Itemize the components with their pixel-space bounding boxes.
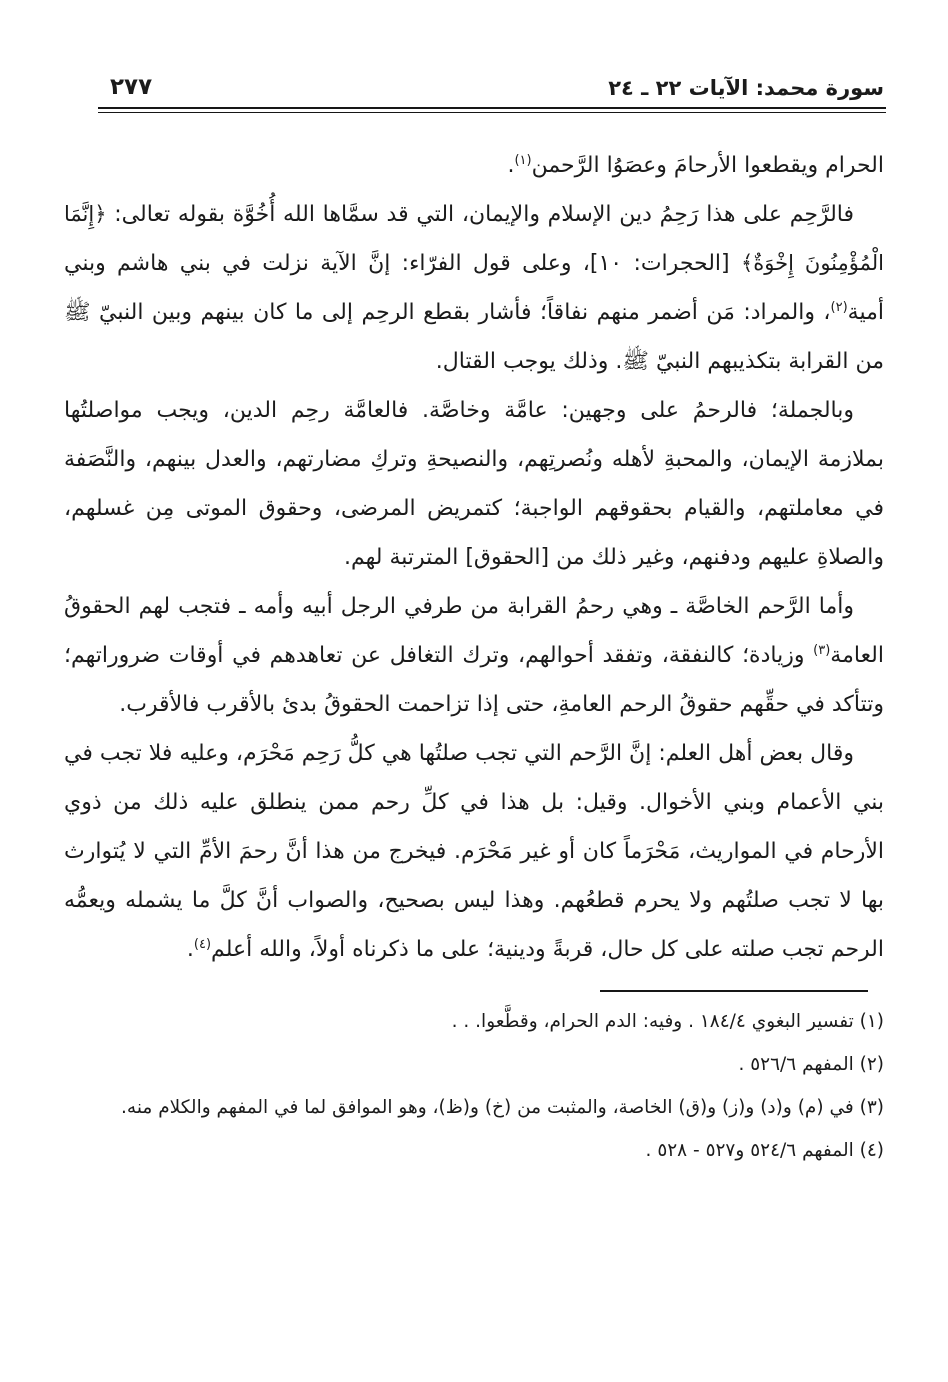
page-title: سورة محمد: الآيات ٢٢ ـ ٢٤: [608, 76, 884, 100]
footnote-ref: (١): [514, 153, 532, 168]
footnote-ref: (٢): [830, 300, 848, 315]
footnotes-list: [64, 1000, 884, 1172]
footnote-ref: (٤): [193, 937, 212, 952]
footnote-marker: (١): [859, 1011, 884, 1032]
footnotes-separator: [600, 990, 868, 992]
footnote-marker: (٢): [859, 1054, 884, 1075]
footnote-item: (٢) المفهم ٥٢٦/٦ .: [738, 1054, 884, 1075]
footnote-item: (١) تفسير البغوي ١٨٤/٤ . وفيه: الدم الحرام، وقطَّعوا. . .: [451, 1011, 884, 1032]
body-text: [64, 141, 884, 974]
footnote-marker: (٣): [859, 1097, 884, 1118]
footnote-item: (٤) المفهم ٥٢٤/٦ و٥٢٧ - ٥٢٨ .: [645, 1140, 884, 1161]
footnote-ref: (٣): [813, 643, 831, 658]
body-paragraph: وأما الرَّحم الخاصَّة ـ وهي رحمُ القرابة من طرفي الرجل أبيه وأمه ـ فتجب لهم الحقوقُ العامة$^{(٣)}$ وزيادة؛ كالنفقة، وتفقد أحوالهم، وترك التغافل عن تعاهدهم في أوقات ضروراتهم؛ وتتأكد في حقِّهم حقوقُ الرحم العامةِ، حتى إذا تزاحمت الحقوقُ بدئ بالأقرب فالأقرب.: [64, 594, 884, 717]
footnote-item: (٣) في (م) و(د) و(ز) و(ق) الخاصة، والمثبت من (خ) و(ظ)، وهو الموافق لما في المفهم والكلام منه.: [121, 1097, 884, 1118]
body-paragraph: وقال بعض أهل العلم: إنَّ الرَّحم التي تجب صلتُها هي كلُّ رَحِم مَحْرَم، وعليه فلا تجب في بني الأعمام وبني الأخوال. وقيل: بل هذا في كلِّ رحم ممن ينطلق عليه ذلك من ذوي الأرحام في المواريث، مَحْرَماً كان أو غير مَحْرَم. فيخرج من هذا أنَّ رحمَ الأمِّ التي لا يُتوارث بها لا تجب صلتُهم ولا يحرم قطعُهم. وهذا ليس بصحيح، والصواب أنَّ كلَّ ما يشمله ويعمُّه الرحم تجب صلته على كل حال، قربةً ودينية؛ على ما ذكرناه أولاً، والله أعلم$^{(٤)}$.: [64, 741, 884, 962]
body-paragraph: وبالجملة؛ فالرحمُ على وجهين: عامَّة وخاصَّة. فالعامَّة رحِم الدين، ويجب مواصلتُها بملازمة الإيمان، والمحبةِ لأهله ونُصرتِهم، والنصيحةِ وتركِ مضارتهم، والعدل بينهم، والنَّصَفة في معاملتهم، والقيام بحقوقهم الواجبة؛ كتمريض المرضى، وحقوق الموتى مِن غسلهم، والصلاةِ عليهم ودفنهم، وغير ذلك من [الحقوق] المترتبة لهم.: [64, 398, 884, 570]
header-rule: [98, 107, 886, 113]
body-paragraph: فالرَّحِم على هذا رَحِمُ دين الإسلام والإيمان، التي قد سمَّاها الله أُخُوَّة بقوله تعالى: ﴿إِنَّمَا الْمُؤْمِنُونَ إِخْوَةٌ﴾ [الحجرات: ١٠]، وعلى قول الفرّاء: إنَّ الآية نزلت في بني هاشم وبني أمية$^{(٢)}$، والمراد: مَن أضمر منهم نفاقاً؛ فأشار بقطع الرحِم إلى ما كان بينهم وبين النبيّ ﷺ من القرابة بتكذيبهم النبيّ ﷺ. وذلك يوجب القتال.: [64, 202, 884, 374]
page-header: [64, 74, 884, 100]
footnote-marker: (٤): [859, 1140, 884, 1161]
page-number: ٢٧٧: [110, 74, 153, 100]
quran-verse: ﴿إِنَّمَا الْمُؤْمِنُونَ إِخْوَةٌ﴾: [64, 202, 884, 275]
body-paragraph: الحرام ويقطعوا الأرحامَ وعصَوُا الرَّحمن$^{(١)}$.: [507, 153, 884, 178]
